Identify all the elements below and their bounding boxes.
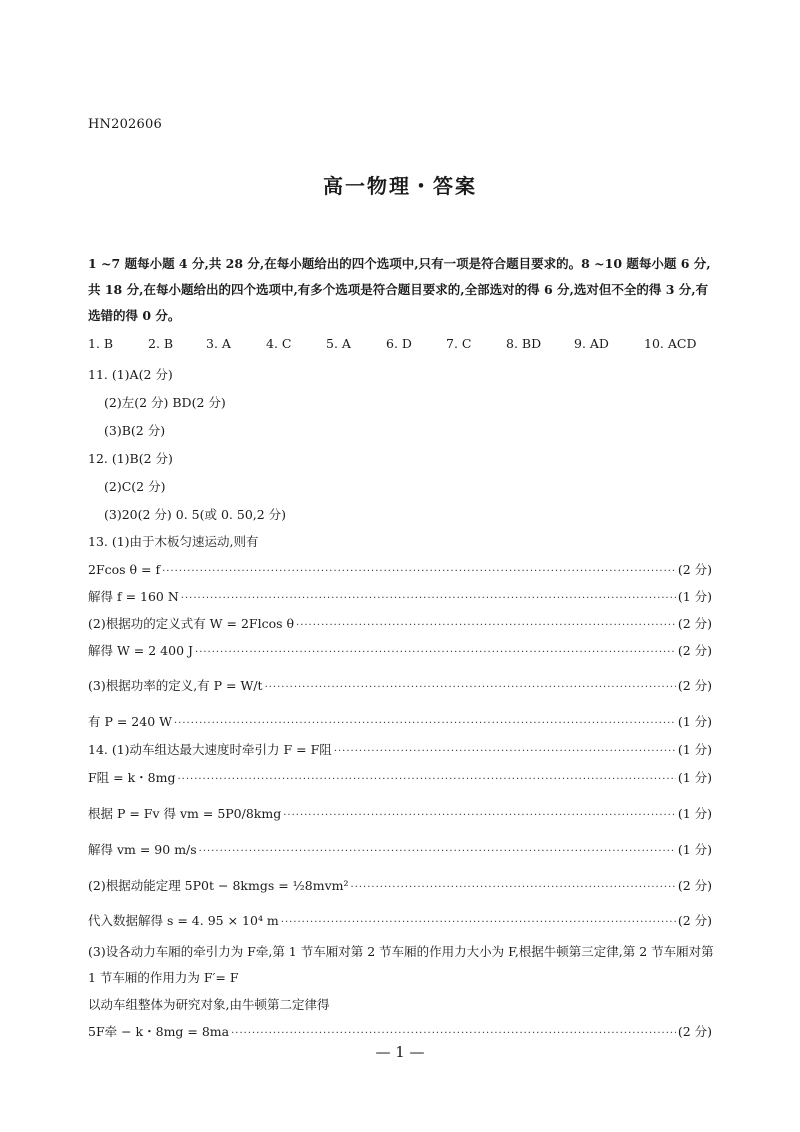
q12-line-3: (3)20(2 分) 0. 5(或 0. 50,2 分) (104, 507, 287, 522)
q14-row-text: (2)根据动能定理 5P0t − 8kmgs = ½8mvm² (88, 878, 349, 893)
answer-1: 1. B (88, 336, 114, 351)
q14-row-points: (2 分) (677, 878, 712, 893)
q14-row-text: 解得 vm = 90 m/s (88, 842, 197, 857)
q14-row-points: (1 分) (677, 806, 712, 821)
leader-dots (181, 593, 676, 604)
leader-dots (199, 846, 676, 857)
answer-10: 10. ACD (644, 336, 697, 351)
answer-2: 2. B (148, 336, 174, 351)
q14-last-points: (2 分) (677, 1024, 712, 1039)
leader-dots (281, 917, 676, 928)
page-title: 高一物理・答案 (323, 174, 477, 198)
q13-row (88, 560, 712, 578)
document-code: HN202606 (88, 117, 162, 132)
leader-dots (265, 682, 676, 693)
q12-line-1: 12. (1)B(2 分) (88, 451, 173, 466)
q14-row (88, 876, 712, 894)
q14-row (88, 840, 712, 858)
scoring-instructions: 1 ~7 题每小题 4 分,共 28 分,在每小题给出的四个选项中,只有一项是符合题目要求的。8 ~10 题每小题 6 分,共 18 分,在每小题给出的四个选项中,有多个选项是符合题目要求的,全部选对的得 6 分,选对但不全的得 3 分,有选错的得 0 分。 (88, 256, 711, 323)
q13-row-text: 有 P = 240 W (88, 714, 172, 729)
leader-dots (296, 620, 676, 631)
q14-row (88, 768, 712, 786)
q11-line-1: 11. (1)A(2 分) (88, 367, 173, 382)
q13-row-text: (2)根据功的定义式有 W = 2Flcos θ (88, 616, 295, 631)
answer-3: 3. A (206, 336, 231, 351)
q14-row-text: F阻 = k・8mg (88, 770, 176, 785)
q14-row-points: (2 分) (677, 913, 712, 928)
q13-row-points: (1 分) (677, 714, 712, 729)
q13-row-points: (2 分) (677, 643, 712, 658)
q13-row (88, 587, 712, 605)
leader-dots (283, 810, 676, 821)
q13-row (88, 614, 712, 632)
answer-4: 4. C (266, 336, 292, 351)
answer-6: 6. D (386, 336, 412, 351)
q14-row-points: (1 分) (677, 842, 712, 857)
q12-line-2: (2)C(2 分) (104, 479, 166, 494)
leader-dots (195, 647, 676, 658)
q13-row-points: (2 分) (677, 678, 712, 693)
leader-dots (231, 1028, 676, 1039)
leader-dots (334, 746, 676, 757)
q13-row-points: (1 分) (677, 589, 712, 604)
q13-row-text: 解得 W = 2 400 J (88, 643, 194, 658)
q14-row-points: (1 分) (677, 770, 712, 785)
q13-row (88, 712, 712, 730)
q14-row-text: 根据 P = Fv 得 vm = 5P0/8kmg (88, 806, 282, 821)
q13-row (88, 641, 712, 659)
q14-part3-text: (3)设各动力车厢的牵引力为 F牵,第 1 节车厢对第 2 节车厢的作用力大小为 F,根据牛顿第三定律,第 2 节车厢对第 1 节车厢的作用力为 F′= F (88, 944, 714, 985)
q14-row-points: (1 分) (677, 742, 712, 757)
q13-row-text: (3)根据功率的定义,有 P = W/t (88, 678, 263, 693)
q14-row-text: 代入数据解得 s = 4. 95 × 10⁴ m (88, 913, 279, 928)
q13-row-points: (2 分) (677, 562, 712, 577)
q13-row (88, 676, 712, 694)
q13-row-points: (2 分) (677, 616, 712, 631)
q14-row (88, 740, 712, 758)
leader-dots (351, 882, 676, 893)
q13-row-text: 解得 f = 160 N (88, 589, 179, 604)
q13-line-1: 13. (1)由于木板匀速运动,则有 (88, 534, 259, 549)
q13-row-text: 2Fcos θ = f (88, 562, 161, 577)
q14-last-text: 5F牵 − k・8mg = 8ma (88, 1024, 230, 1039)
leader-dots (177, 774, 675, 785)
answer-5: 5. A (326, 336, 351, 351)
choice-answers-row (88, 336, 718, 354)
leader-dots (162, 566, 676, 577)
leader-dots (174, 718, 676, 729)
q14-row-text: 14. (1)动车组达最大速度时牵引力 F = F阻 (88, 742, 332, 757)
answer-8: 8. BD (506, 336, 542, 351)
answer-9: 9. AD (574, 336, 609, 351)
page-number: — 1 — (375, 1043, 425, 1061)
q14-row (88, 911, 712, 929)
q11-line-2: (2)左(2 分) BD(2 分) (104, 395, 226, 410)
q14-row (88, 804, 712, 822)
q14-row (88, 1022, 712, 1040)
q11-line-3: (3)B(2 分) (104, 423, 166, 438)
answer-7: 7. C (446, 336, 472, 351)
q14-part3-method: 以动车组整体为研究对象,由牛顿第二定律得 (88, 997, 330, 1012)
